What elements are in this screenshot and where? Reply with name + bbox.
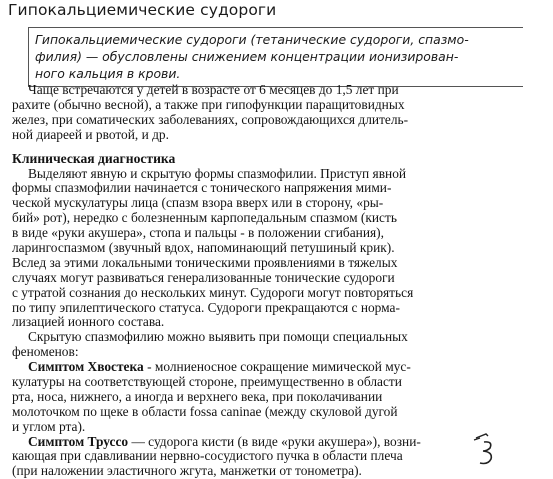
chvostek-line: рта, носа, нижнего, а иногда и верхнего века, при поколачивании (12, 388, 383, 404)
paragraph-line: формы спазмофилии начинается с тонического напряжения мими- (12, 180, 392, 196)
page-title: Гипокальциемические судороги (8, 1, 277, 19)
trousseau-sign-name: Симптом Труссо (28, 433, 129, 449)
chvostek-first-line (12, 360, 547, 375)
paragraph-line: Скрытую спазмофилию можно выявить при помощи специальных (28, 329, 408, 345)
definition-line: Гипокальциемические судороги (тетанические судороги, спазмо- (35, 32, 469, 47)
intro-line: Чаще встречаются у детей в возрасте от 6 месяцев до 1,5 лет при (28, 82, 399, 97)
paragraph-line: Выделяют явную и скрытую формы спазмофилии. Приступ явной (28, 165, 407, 181)
handwritten-mark (466, 432, 506, 468)
paragraph-line: случаях могут развиваться генерализованные тонические судороги (12, 269, 395, 285)
paragraph-line: лизацией ионного состава. (12, 314, 165, 330)
trousseau-line: кающая при сдавливании нервно-сосудистого пучка в области плеча (12, 448, 403, 464)
chvostek-line: кулатуры на соответствующей стороне, преимущественно в области (12, 374, 402, 390)
chvostek-line: и углом рта). (12, 418, 86, 434)
paragraph-line: по типу эпилептического статуса. Судороги прекращаются с норма- (12, 299, 400, 315)
paragraph-line: феноменов: (12, 344, 79, 360)
trousseau-text: — судорога кисти (в виде «руки акушера»), возни- (128, 433, 421, 449)
definition-box (28, 27, 523, 87)
chvostek-sign-name: Симптом Хвостека (28, 359, 144, 375)
paragraph-line: ческой мускулатуры лица (спазм взора вверх или в сторону, «ры- (12, 195, 384, 211)
intro-line: ной диареей и рвотой, и др. (12, 126, 169, 142)
definition-line: филия) — обусловлены снижением концентрации ионизирован- (35, 49, 459, 64)
paragraph-line: бий» рот), нередко с болезненным карпопедальным спазмом (кисть (12, 210, 397, 226)
paragraph-line: Вслед за этими локальными тоническими проявлениями в тяжелых (12, 254, 398, 270)
chvostek-line: молоточком по щеке в области fossa caninae (между скуловой дугой (12, 403, 398, 419)
section-heading: Клиническая диагностика (12, 150, 176, 166)
chvostek-text: - молниеносное сокращение мимической мус- (143, 359, 411, 375)
paragraph-line: ларингоспазмом (звучный вдох, напоминающий петушиный крик). (12, 240, 395, 256)
intro-line: рахите (обычно весной), а также при гипофункции паращитовидных (12, 96, 405, 112)
paragraph-line: в виде «руки акушера», стопа и пальцы - в положении сгибания), (12, 225, 384, 241)
trousseau-line: (при наложении эластичного жгута, манжетки от тонометра). (12, 463, 362, 479)
intro-line: желез, при соматических заболеваниях, сопровождающихся длитель- (12, 111, 409, 127)
paragraph-line: с утратой сознания до нескольких минут. Судороги могут повторяться (12, 284, 414, 300)
body-text (12, 83, 547, 479)
definition-line: ного кальция в крови. (35, 66, 181, 81)
